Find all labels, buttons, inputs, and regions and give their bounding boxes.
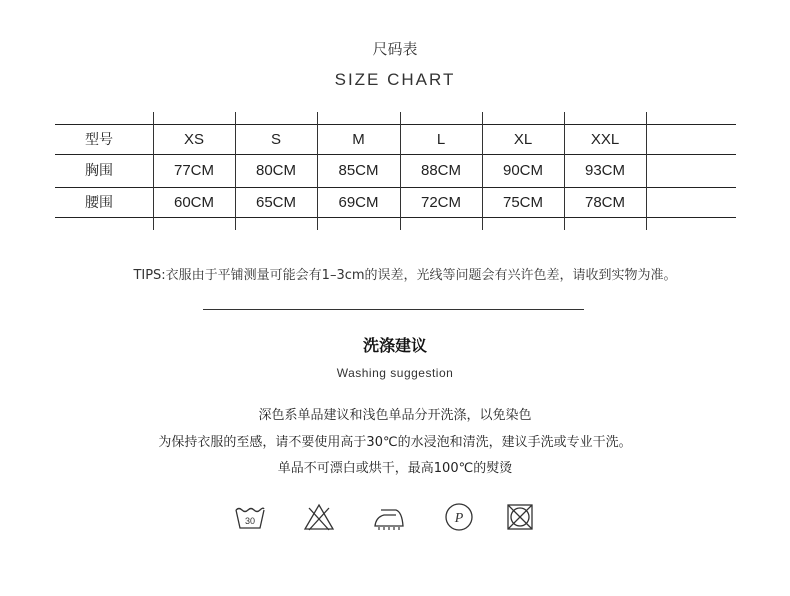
table-cell: 72CM (420, 194, 461, 211)
wash-temp-label: 30 (244, 516, 256, 526)
washing-advice-line: 为保持衣服的至感，请不要使用高于30℃的水浸泡和清洗，建议手洗或专业干洗。 (158, 435, 632, 450)
size-header-l: L (436, 131, 446, 148)
size-header-xs: XS (183, 131, 204, 148)
size-header-xl: XL (513, 131, 533, 148)
washing-title: 洗涤建议 (362, 336, 427, 355)
size-header-m: M (352, 131, 365, 148)
table-cell: 90CM (502, 162, 543, 179)
table-cell: 88CM (420, 162, 461, 179)
dry-clean-letter: P (454, 511, 464, 526)
row-label-waist: 腰围 (85, 195, 113, 211)
size-table (55, 112, 736, 230)
washing-advice-line: 深色系单品建议和浅色单品分开洗涤，以免染色 (258, 408, 532, 423)
title-en: SIZE CHART (334, 70, 456, 89)
title-cn: 尺码表 (372, 40, 418, 58)
table-cell: 69CM (338, 194, 379, 211)
row-label-chest: 胸围 (85, 163, 113, 179)
size-header-s: S (270, 131, 281, 148)
table-cell: 85CM (338, 162, 379, 179)
size-header-xxl: XXL (590, 131, 620, 148)
section-divider (203, 309, 584, 310)
table-cell: 60CM (173, 194, 214, 211)
table-header-label: 型号 (85, 132, 113, 148)
wash-30-icon (233, 500, 267, 534)
iron-icon (372, 500, 406, 534)
table-cell: 77CM (173, 162, 214, 179)
tips-note: TIPS:衣服由于平铺测量可能会有1–3cm的误差，光线等问题会有兴许色差，请收到实物为准。 (133, 268, 677, 283)
table-cell: 80CM (255, 162, 296, 179)
dry-clean-p-icon (442, 500, 476, 534)
washing-subtitle: Washing suggestion (336, 366, 454, 380)
table-cell: 65CM (255, 194, 296, 211)
no-bleach-icon (302, 500, 336, 534)
table-divider (646, 112, 647, 230)
care-icons (0, 500, 790, 534)
no-tumble-dry-icon (503, 500, 537, 534)
table-cell: 78CM (584, 194, 625, 211)
washing-advice-line: 单品不可漂白或烘干，最高100℃的熨烫 (277, 461, 513, 476)
table-cell: 75CM (502, 194, 543, 211)
table-cell: 93CM (584, 162, 625, 179)
